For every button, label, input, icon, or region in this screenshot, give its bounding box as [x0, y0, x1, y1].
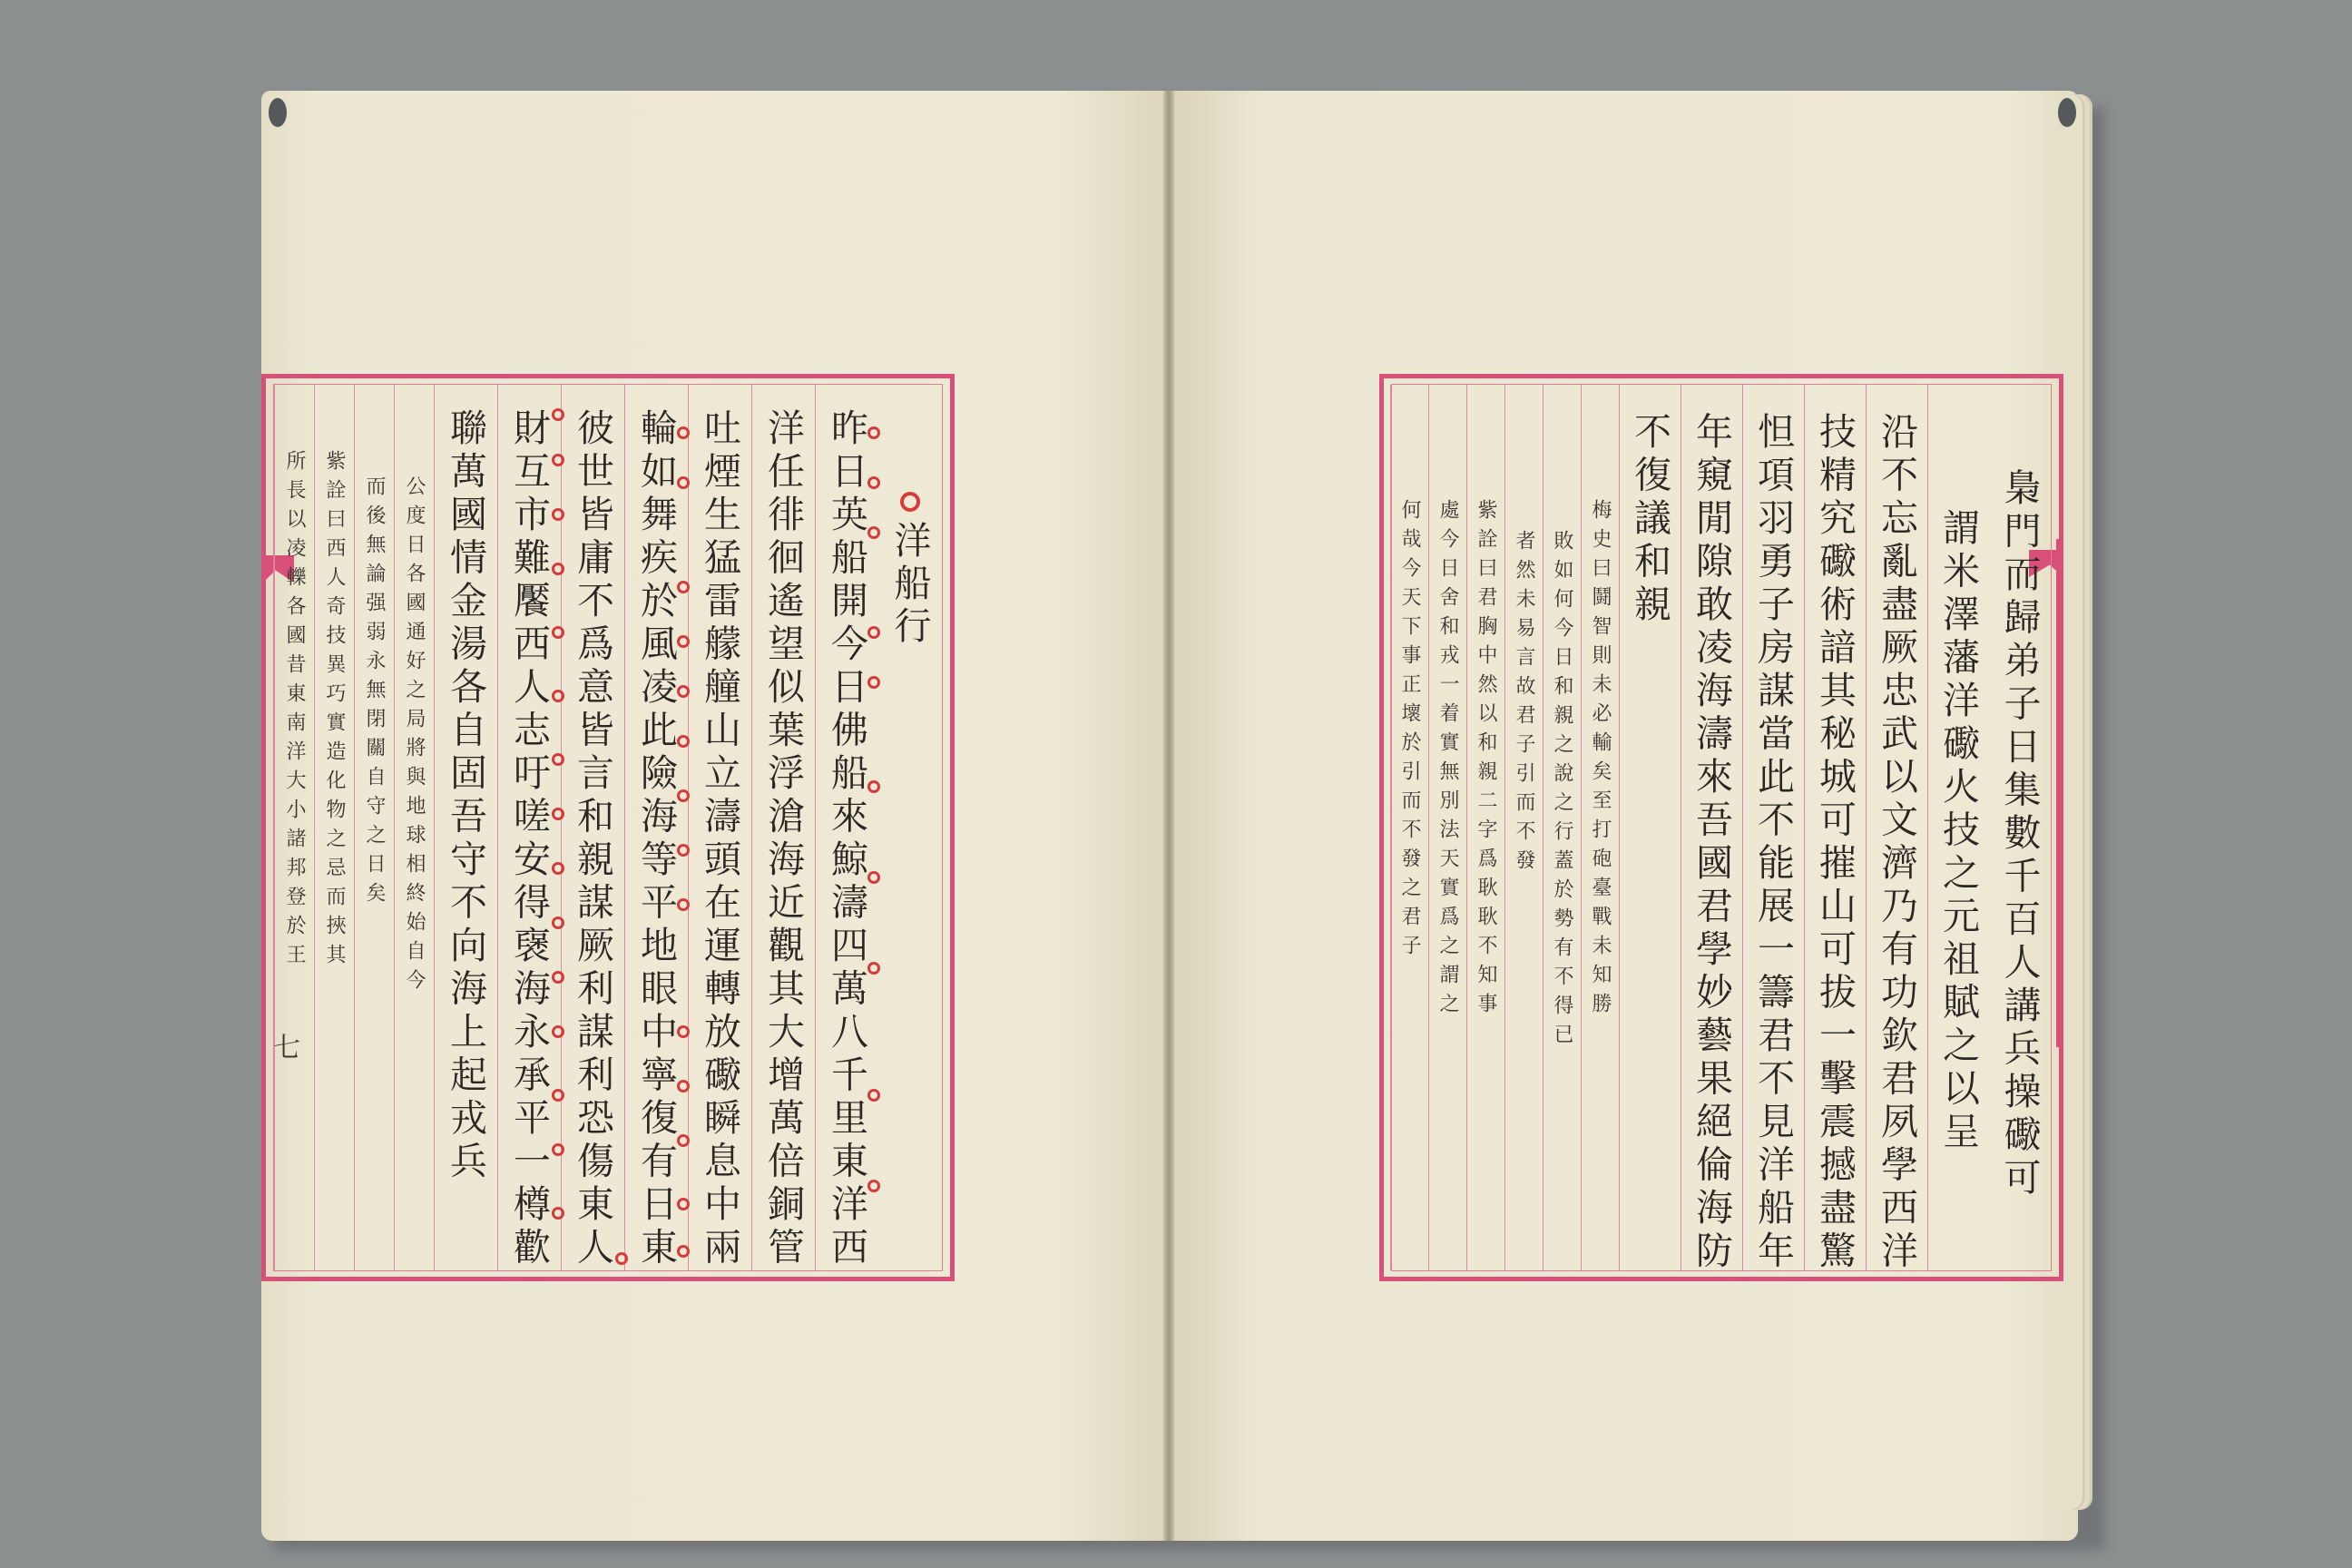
main-text-1: 昨日英船開今日佛船來鯨濤四萬八千里東洋西	[825, 408, 868, 1270]
main-text-6: 財互市難饜西人志吁嗟安得襃海永承平一樽歡	[507, 408, 551, 1270]
title-column	[878, 385, 942, 1270]
red-circle-mark	[677, 635, 690, 648]
note-text-4: 所長以凌轢各國昔東南洋大小諸邦登於王	[283, 450, 306, 973]
main-column-1	[815, 385, 878, 1270]
red-circle-mark	[867, 871, 880, 884]
main-column-r3	[1866, 385, 1927, 1274]
main-text-5: 彼世皆庸不爲意皆言和親謀厥利謀利恐傷東人	[571, 408, 614, 1270]
red-circle-mark	[552, 1089, 564, 1102]
note-column-r3	[1504, 385, 1543, 1270]
main-column-6	[497, 385, 561, 1270]
note-column-r1	[1581, 385, 1619, 1270]
red-circle-mark	[552, 1025, 564, 1038]
red-circle-mark	[867, 526, 880, 539]
note-text-r4: 紫詮曰君胸中然以和親二字爲耿耿不知事	[1475, 499, 1497, 1022]
note-text-r5: 處今日舍和戎一着實無別法天實爲之謂之	[1436, 499, 1459, 1022]
main-text-r2: 謂米澤藩洋礮火技之元祖賦之以呈	[1936, 508, 1980, 1155]
note-column-r4	[1466, 385, 1504, 1270]
note-text-r3: 者然未易言故君子引而不發	[1513, 530, 1535, 878]
note-column-r6	[1390, 385, 1428, 1270]
main-text-r6: 年窺閒隙敢凌海濤來吾國君學妙藝果絕倫海防	[1690, 412, 1733, 1274]
left-text-frame	[261, 374, 955, 1281]
note-column-2	[354, 385, 394, 1270]
main-text-r3: 沿不忘亂盡厥忠武以文濟乃有功欽君夙學西洋	[1875, 412, 1918, 1274]
note-column-1	[394, 385, 434, 1270]
title-circle-mark	[900, 492, 920, 512]
note-text-1: 公度日各國通好之局將與地球相終始自今	[403, 475, 426, 998]
red-circle-mark	[867, 476, 880, 489]
red-circle-mark	[677, 685, 690, 698]
red-circle-mark	[867, 426, 880, 439]
red-circle-mark	[677, 476, 690, 489]
main-text-7: 聯萬國情金湯各自固吾守不向海上起戎兵	[444, 408, 487, 1184]
right-inner-frame	[1391, 384, 2052, 1274]
red-circle-mark	[552, 508, 564, 521]
note-text-r6: 何哉今天下事正壞於引而不發之君子	[1398, 499, 1421, 964]
note-text-3: 紫詮曰西人奇技異巧實造化物之忌而挾其	[323, 450, 346, 973]
red-circle-mark	[867, 780, 880, 793]
red-circle-mark	[677, 789, 690, 802]
red-circle-mark	[677, 426, 690, 439]
note-text-r1: 梅史曰鬪智則未必輸矣至打砲臺戰未知勝	[1589, 499, 1612, 1022]
red-circle-mark	[552, 408, 564, 421]
main-text-2: 洋任徘徊遙望似葉浮滄海近觀其大增萬倍銅管	[761, 408, 805, 1270]
red-circle-mark	[552, 626, 564, 639]
note-column-4	[274, 385, 314, 1270]
red-circle-mark	[677, 735, 690, 748]
folio-number: 七	[268, 1033, 299, 1060]
red-circle-mark	[677, 581, 690, 593]
red-circle-mark	[552, 690, 564, 702]
main-column-r7	[1619, 385, 1681, 1270]
red-circle-mark	[677, 1198, 690, 1210]
main-column-r1	[1989, 385, 2051, 1270]
poem-title: 洋船行	[887, 521, 932, 649]
red-circle-mark	[867, 962, 880, 975]
main-column-5	[561, 385, 624, 1270]
note-text-r2: 敗如何今日和親之說之行蓋於勢有不得已	[1551, 530, 1573, 1053]
main-column-7	[434, 385, 497, 1270]
red-circle-mark	[552, 563, 564, 575]
red-circle-mark	[677, 1025, 690, 1038]
red-circle-mark	[552, 971, 564, 984]
left-inner-frame	[273, 384, 943, 1271]
main-text-r7: 不復議和親	[1628, 412, 1671, 628]
red-circle-mark	[552, 916, 564, 929]
binding-hole-left	[269, 98, 287, 127]
main-column-r4	[1804, 385, 1866, 1274]
red-circle-mark	[677, 1134, 690, 1147]
main-text-r5: 怛項羽勇子房謀當此不能展一籌君不見洋船年	[1751, 412, 1795, 1274]
main-column-r6	[1681, 385, 1742, 1274]
note-column-r2	[1543, 385, 1581, 1270]
note-text-2: 而後無論强弱永無閉關自守之日矣	[363, 475, 386, 911]
right-text-frame	[1379, 374, 2063, 1281]
red-circle-mark	[867, 626, 880, 639]
note-column-r5	[1428, 385, 1466, 1270]
red-circle-mark	[867, 676, 880, 689]
red-circle-mark	[552, 1143, 564, 1156]
red-circle-mark	[867, 1089, 880, 1102]
main-column-r5	[1742, 385, 1804, 1274]
main-text-r4: 技精究礮術諳其秘城可摧山可拔一擊震撼盡驚	[1813, 412, 1857, 1274]
main-text-3: 吐煙生猛雷艨艟山立濤頭在運轉放礮瞬息中兩	[698, 408, 741, 1270]
red-circle-mark	[677, 1080, 690, 1093]
red-circle-mark	[552, 1207, 564, 1220]
red-circle-mark	[677, 844, 690, 857]
main-text-r1: 梟門而歸弟子日集數千百人講兵操礮可	[1997, 468, 2042, 1201]
red-circle-mark	[552, 862, 564, 875]
main-column-r2	[1927, 385, 1989, 1270]
book-gutter	[1163, 91, 1174, 1541]
main-column-2	[751, 385, 815, 1270]
note-column-3	[314, 385, 354, 1270]
red-circle-mark	[615, 1252, 628, 1265]
binding-hole-right	[2058, 98, 2076, 127]
red-circle-mark	[677, 898, 690, 911]
red-circle-mark	[552, 808, 564, 820]
red-circle-mark	[867, 1180, 880, 1192]
main-column-3	[688, 385, 751, 1270]
red-circle-mark	[552, 454, 564, 466]
red-circle-mark	[552, 753, 564, 766]
main-text-4: 輪如舞疾於風凌此險海等平地眼中寧復有日東	[634, 408, 678, 1270]
red-circle-mark	[677, 1245, 690, 1258]
